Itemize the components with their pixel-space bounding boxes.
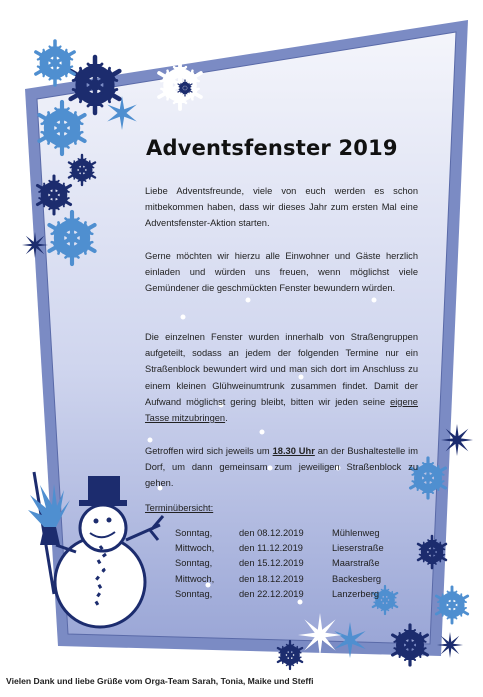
snowflake-icon	[36, 41, 74, 85]
schedule-date: den 11.12.2019	[239, 543, 303, 554]
intro-paragraph: Liebe Adventsfreunde, viele von euch werden es schon mitbekommen haben, dass wir dieses Jahr zum ersten Mal eine Adventsfenster-Aktion starten.	[145, 186, 418, 229]
schedule-day: Mittwoch,	[175, 543, 215, 554]
meeting-text-pre: Getroffen wird sich jeweils um	[145, 446, 270, 456]
star-icon	[441, 424, 473, 456]
schedule-street: Lanzerberg	[332, 588, 380, 599]
schedule-list	[175, 528, 415, 604]
star-icon	[22, 232, 48, 258]
schedule-date: den 18.12.2019	[239, 573, 304, 584]
star-icon	[298, 613, 342, 657]
schedule-row	[175, 589, 415, 604]
schedule-day: Mittwoch,	[175, 573, 215, 584]
schedule-date: den 15.12.2019	[239, 558, 304, 569]
footer-greeting: Vielen Dank und liebe Grüße vom Orga-Team Sarah, Tonia, Maike und Steffi	[6, 676, 314, 686]
star-icon	[437, 632, 463, 658]
meeting-paragraph	[145, 443, 418, 492]
schedule-date: den 08.12.2019	[239, 528, 304, 538]
schedule-heading: Terminübersicht:	[145, 503, 214, 513]
schedule-street: Maarstraße	[332, 558, 380, 569]
details-text: Die einzelnen Fenster wurden innerhalb von Straßengruppen aufgeteilt, sodass an jedem der folgenden Termine nur ein Straßenblock bewundert wird und man sich dort im Anschluss zu einem kleinen Glühweinumtrunk zusammen findet. Damit der Aufwand möglichst gering bleibt, bitten wir jeden seine	[145, 332, 418, 407]
schedule-day: Sonntag,	[175, 528, 213, 538]
invitation-paragraph: Gerne möchten wir hierzu alle Einwohner und Gäste herzlich einladen und würden uns freuen, wenn möglichst viele Gemündener die geschmückten Fenster bewundern würden.	[145, 251, 418, 294]
schedule-date: den 22.12.2019	[239, 588, 304, 599]
schedule-street: Lieserstraße	[332, 543, 384, 554]
schedule-street: Backesberg	[332, 573, 382, 584]
schedule-row	[175, 558, 415, 573]
schedule-day: Sonntag,	[175, 558, 213, 569]
details-end: .	[225, 413, 228, 424]
details-paragraph	[145, 329, 418, 426]
schedule-row	[175, 574, 415, 589]
schedule-row	[175, 528, 415, 543]
schedule-street: Mühlenweg	[332, 528, 380, 538]
schedule-row	[175, 543, 415, 558]
meeting-text-post: an der Bushaltestelle im Dorf, um dann gemeinsam zum jeweiligen Straßenblock zu gehen.	[145, 446, 418, 489]
page-title: Adventsfenster 2019	[146, 136, 398, 160]
meeting-time: 18.30 Uhr	[272, 446, 315, 456]
cup-note: eigene Tasse mitzubringen	[145, 396, 418, 424]
schedule-day: Sonntag,	[175, 588, 213, 599]
